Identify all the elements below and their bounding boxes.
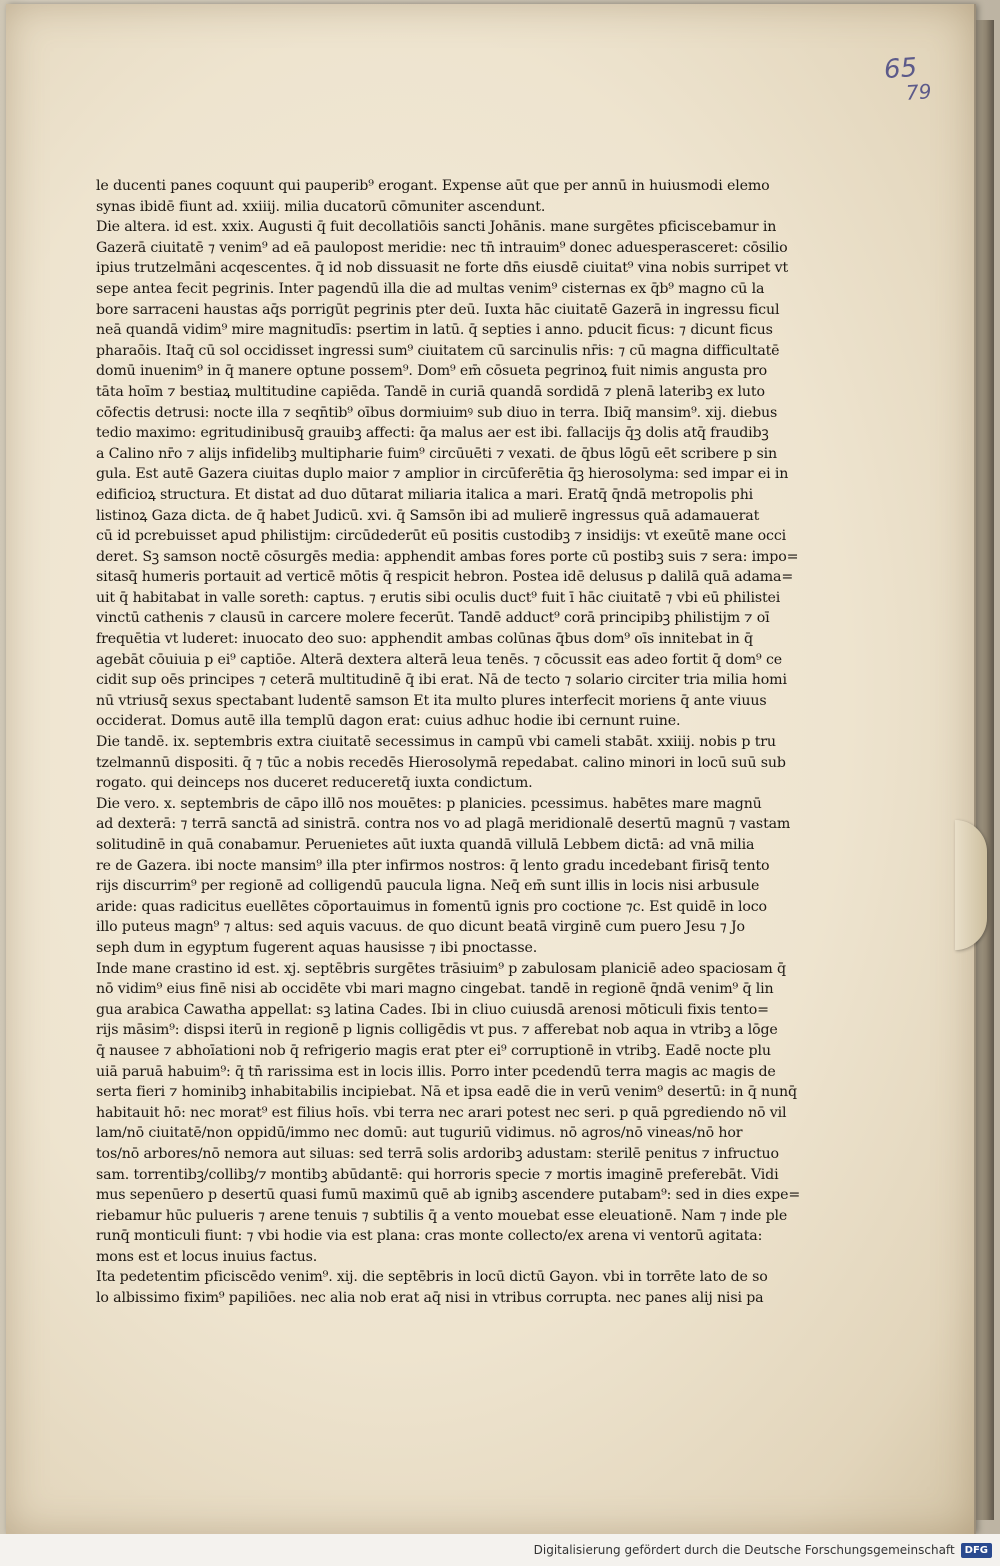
text-line: sepe antea fecit pegrinis. Inter pagendū illa die ad multas venim⁹ cisternas ex q̄b⁹ magno cū la	[96, 280, 765, 297]
page-edge	[974, 20, 994, 1520]
text-line: cidit sup oēs principes ⁊ ceterā multitudinē q̄ ibi erat. Nā de tecto ⁊ solario circiter tria milia homi	[96, 672, 787, 689]
text-line: frequētia vt luderet: inuocato deo suo: apphendit ambas colūnas q̄bus dom⁹ oīs innitebat in q̄	[96, 631, 753, 648]
text-line: runq̄ monticuli fiunt: ⁊ vbi hodie via est plana: cras monte collecto/ex arena vi ventorū agitata:	[96, 1228, 763, 1245]
text-line: mus sepenūero p desertū quasi fumū maximū quē ab ignibꝫ ascendere putabam⁹: sed in dies expe=	[96, 1187, 801, 1204]
text-line: edificioꝝ structura. Et distat ad duo dūtarat miliaria italica a mari. Eratq̄ q̄ndā metropolis phi	[96, 486, 754, 503]
text-line: Gazerā ciuitatē ⁊ venim⁹ ad eā paulopost meridie: nec tn̄ intrauim⁹ donec aduesperasceret: cōsilio	[96, 239, 788, 256]
footer-credit: Digitalisierung gefördert durch die Deutsche Forschungsgemeinschaft	[533, 1543, 955, 1557]
text-line: listinoꝝ Gaza dicta. de q̄ habet Judicū. xvi. q̄ Samsōn ibi ad mulierē ingressus quā adamauerat	[96, 507, 760, 524]
text-line: riebamur hūc pulueris ⁊ arene tenuis ⁊ subtilis q̄ a vento mouebat esse eleuationē. Nam ⁊ inde ple	[96, 1207, 788, 1224]
text-line: re de Gazera. ibi nocte mansim⁹ illa pter infirmos nostros: q̄ lento gradu incedebant firisq̄ tento	[96, 857, 770, 874]
text-line: rijs discurrim⁹ per regionē ad colligendū paucula ligna. Neq̄ em̄ sunt illis in locis nisi arbusule	[96, 878, 760, 895]
footer-bar	[0, 1534, 1000, 1566]
text-line: deret. Sꝫ samson noctē cōsurgēs media: apphendit ambas fores porte cū postibꝫ suis ⁊ sera: impo=	[96, 548, 799, 565]
text-line: agebāt cōuiuia p ei⁹ captiōe. Alterā dextera alterā leua tenēs. ⁊ cōcussit eas adeo fortit q̄ dom⁹ ce	[96, 651, 782, 668]
text-line: q̄ nausee ⁊ abhoīationi nob q̄ refrigerio magis erat pter ei⁹ corruptionē in vtribꝫ. Eadē nocte plu	[96, 1042, 771, 1059]
text-line: ad dexterā: ⁊ terrā sanctā ad sinistrā. contra nos vo ad plagā meridionalē desertū magnū ⁊ vastam	[96, 816, 791, 833]
text-line: a Calino nr̄o ⁊ alijs infidelibꝫ multipharie fuim⁹ circūuēti ⁊ vexati. de q̄bus lōgū eēt scribere p sin	[96, 445, 777, 462]
text-line: Inde mane crastino id est. xj. septēbris surgētes trāsiuim⁹ p zabulosam planiciē adeo spaciosam q̄	[96, 960, 786, 977]
folio-number: 65	[882, 52, 919, 86]
text-line: cū id pcrebuisset apud philistijm: circūdederūt eū positis custodibꝫ ⁊ insidijs: vt exeūtē mane occi	[96, 528, 787, 545]
text-line: serta fieri ⁊ hominibꝫ inhabitabilis incipiebat. Nā et ipsa eadē die in verū venim⁹ desertū: in q̄ nunq̄	[96, 1084, 797, 1101]
body-text	[96, 176, 822, 1309]
text-line: nō vidim⁹ eius finē nisi ab occidēte vbi mari magno cingebat. tandē in regionē q̄ndā venim⁹ q̄ lin	[96, 981, 774, 998]
text-line: uiā paruā habuim⁹: q̄ tn̄ rarissima est in locis illis. Porro inter pcedendū terra magis ac magis de	[96, 1063, 776, 1080]
text-line: pharaōis. Itaq̄ cū sol occidisset ingressi sum⁹ ciuitatem cū sarcinulis nr̄is: ⁊ cū magna difficultatē	[96, 342, 780, 359]
dfg-logo: DFG	[961, 1543, 992, 1558]
page-tab	[955, 820, 987, 950]
text-line: vinctū cathenis ⁊ clausū in carcere molere fecerūt. Tandē adduct⁹ corā principibꝫ philistijm ⁊ oī	[96, 610, 770, 627]
text-line: Die altera. id est. xxix. Augusti q̄ fuit decollatiōis sancti Johānis. mane surgētes pficiscebamur in	[96, 219, 777, 236]
text-line: illo puteus magn⁹ ⁊ altus: sed aquis vacuus. de quo dicunt beatā virginē cum puero Jesu ⁊ Jo	[96, 919, 745, 936]
text-line: aride: quas radicitus euellētes cōportauimus in fomentū ignis pro coctione ⁊c. Est quidē in loco	[96, 898, 767, 915]
text-line: tedio maximo: egritudinibusq̄ grauibꝫ affecti: q̄a malus aer est ibi. fallacijs q̄ꝫ dolis atq̄ fraudibꝫ	[96, 425, 769, 442]
text-line: sam. torrentibꝫ/collibꝫ/⁊ montibꝫ abūdantē: qui horroris specie ⁊ mortis imaginē preferebāt. Vidi	[96, 1166, 779, 1183]
text-line: mons est et locus inuius factus.	[96, 1248, 318, 1265]
text-line: Ita pedetentim pficiscēdo venim⁹. xij. die septēbris in locū dictū Gayon. vbi in torrēte lato de so	[96, 1269, 768, 1286]
text-line: tos/nō arbores/nō nemora aut siluas: sed terrā solis ardoribꝫ adustam: sterilē penitus ⁊ infructuo	[96, 1145, 779, 1162]
text-line: lo albissimo fixim⁹ papiliōes. nec alia nob erat aq̄ nisi in vtribus corrupta. nec panes alij nisi pa	[96, 1290, 764, 1307]
text-line: synas ibidē fiunt ad. xxiiij. milia ducatorū cōmuniter ascendunt.	[96, 198, 546, 215]
text-line: neā quandā vidim⁹ mire magnitudīs: psertim in latū. q̄ septies i anno. pducit ficus: ⁊ dicunt ficus	[96, 322, 773, 339]
text-line: tzelmannū dispositi. q̄ ⁊ tūc a nobis recedēs Hierosolymā repedabat. calino minori in locū suū sub	[96, 754, 786, 771]
text-line: gula. Est autē Gazera ciuitas duplo maior ⁊ amplior in circūferētia q̄ꝫ hierosolyma: sed impar ei in	[96, 466, 789, 483]
text-line: gua arabica Cawatha appellat: sꝫ latina Cades. Ibi in cliuo cuiusdā arenosi mōticuli fixis tento=	[96, 1001, 769, 1018]
text-line: seph dum in egyptum fugerent aquas hausisse ⁊ ibi pnoctasse.	[96, 939, 538, 956]
text-line: solitudinē in quā conabamur. Peruenietes aūt iuxta quandā villulā Lebbem dictā: ad vnā milia	[96, 837, 755, 853]
text-line: bore sarraceni haustas aq̄s porrigūt pegrinis pter deū. Iuxta hāc ciuitatē Gazerā in ingressu ficul	[96, 301, 780, 318]
text-line: tāta hoīm ⁊ bestiaꝝ multitudine capiēda. Tandē in curiā quandā sordidā ⁊ plenā lateribꝫ ex luto	[96, 383, 765, 400]
text-line: uit q̄ habitabat in valle soreth: captus. ⁊ erutis sibi oculis duct⁹ fuit ī hāc ciuitatē ⁊ vbi eū philistei	[96, 589, 781, 606]
text-line: ipius trutzelmāni acqescentes. q̄ id nob dissuasit ne forte dn̄s eiusdē ciuitat⁹ vina nobis surripet vt	[96, 260, 789, 277]
text-line: lam/nō ciuitatē/non oppidū/immo nec domū: aut tuguriū vidimus. nō agros/nō vineas/nō hor	[96, 1125, 743, 1142]
text-line: le ducenti panes coquunt qui pauperib⁹ erogant. Expense aūt que per annū in huiusmodi elemo	[96, 178, 770, 194]
text-line: cōfectis detrusi: nocte illa ⁊ seqn̄tib⁹ oībus dormiuimꝰ sub diuo in terra. Ibiq̄ mansim⁹. xij. diebus	[96, 404, 778, 421]
text-line: rijs māsim⁹: dispsi iterū in regionē p lignis colligēdis vt pus. ⁊ afferebat nob aqua in vtribꝫ a lōge	[96, 1022, 778, 1039]
text-line: Die tandē. ix. septembris extra ciuitatē secessimus in campū vbi cameli stabāt. xxiiij. nobis p tru	[96, 734, 776, 751]
text-line: domū inuenim⁹ in q̄ manere optune possem⁹. Dom⁹ em̄ cōsueta pegrinoꝝ fuit nimis angusta pro	[96, 363, 767, 380]
text-line: habitauit hō: nec morat⁹ est filius hoīs. vbi terra nec arari potest nec seri. p quā pgrediendo nō vil	[96, 1104, 787, 1121]
text-line: occiderat. Domus autē illa templū dagon erat: cuius adhuc hodie ibi cernunt ruine.	[96, 713, 681, 730]
text-line: nū vtriusq̄ sexus spectabant ludentē samson Et ita multo plures interfecit moriens q̄ ante viuus	[96, 692, 767, 709]
text-line: Die vero. x. septembris de cāpo illō nos mouētes: p planicies. pcessimus. habētes mare magnū	[96, 795, 762, 812]
text-line: rogato. qui deinceps nos duceret reduceretq̄ iuxta condictum.	[96, 775, 533, 792]
text-line: sitasq̄ humeris portauit ad verticē mōtis q̄ respicit hebron. Postea idē delusus p dalilā quā adama=	[96, 569, 794, 586]
folio-number-secondary: 79	[905, 79, 933, 105]
